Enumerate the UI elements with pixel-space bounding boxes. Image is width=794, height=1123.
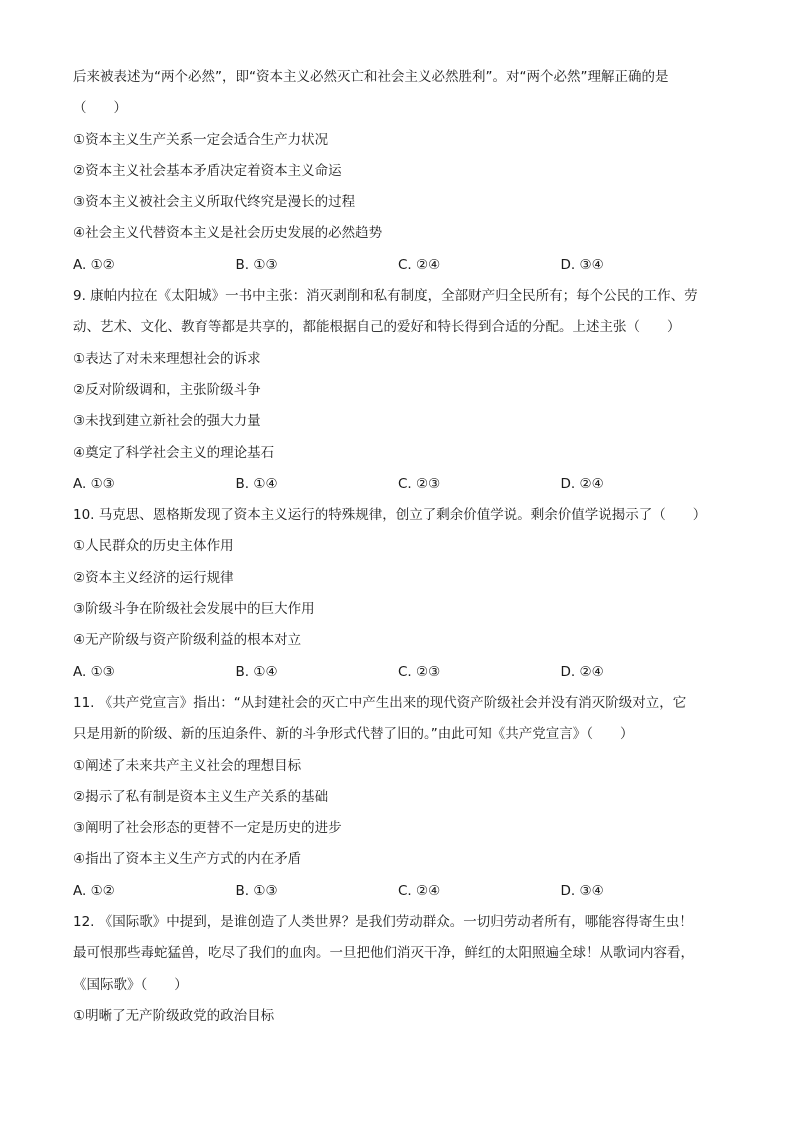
option-a: A. ①③ [73,663,115,680]
statement-item: ②反对阶级调和，主张阶级斗争 [73,381,261,398]
question-9 [73,281,723,500]
question-12 [73,907,723,1032]
statement-item: ③阶级斗争在阶级社会发展中的巨大作用 [73,601,315,618]
option-d: D. ②④ [560,663,604,680]
statement-item: ②揭示了私有制是资本主义生产关系的基础 [73,788,329,805]
statement-item: ③未找到建立新社会的强大力量 [73,413,261,430]
option-b: B. ①③ [235,256,278,273]
question-stem: 9. 康帕内拉在《太阳城》一书中主张：消灭剥削和私有制度，全部财产归全民所有；每个公民的工作、劳 [73,288,698,305]
answer-options [73,657,723,688]
question-stem: （ ） [73,100,127,117]
question-stem: 12. 《国际歌》中提到，是谁创造了人类世界？是我们劳动群众。一切归劳动者所有，哪能容得寄生虫！ [73,914,693,931]
option-a: A. ①③ [73,475,115,492]
statement-item: ①阐述了未来共产主义社会的理想目标 [73,757,302,774]
statement-item: ②资本主义社会基本矛盾决定着资本主义命运 [73,162,342,179]
question-stem: 《国际歌》（ ） [73,976,188,993]
option-b: B. ①④ [235,663,278,680]
statement-item: ①表达了对未来理想社会的诉求 [73,350,261,367]
statement-item: ③阐明了社会形态的更替不一定是历史的进步 [73,820,342,837]
answer-options [73,250,723,281]
option-c: C. ②③ [398,475,441,492]
statement-item: ④社会主义代替资本主义是社会历史发展的必然趋势 [73,225,383,242]
answer-options [73,876,723,907]
question-stem: 动、艺术、文化、教育等都是共享的，都能根据自己的爱好和特长得到合适的分配。上述主张（ ） [73,319,681,336]
option-c: C. ②③ [398,663,441,680]
question-stem: 后来被表述为“两个必然”，即“资本主义必然灭亡和社会主义必然胜利”。对“两个必然”理解正确的是 [73,69,669,85]
question-10 [73,500,723,688]
option-d: D. ③④ [560,256,604,273]
option-a: A. ①② [73,256,115,273]
statement-item: ①明晰了无产阶级政党的政治目标 [73,1007,275,1024]
question-stem: 只是用新的阶级、新的压迫条件、新的斗争形式代替了旧的。”由此可知《共产党宣言》（ ） [73,726,634,743]
option-a: A. ①② [73,882,115,899]
option-c: C. ②④ [398,256,441,273]
statement-item: ②资本主义经济的运行规律 [73,569,234,586]
option-d: D. ②④ [560,475,604,492]
question-stem: 最可恨那些毒蛇猛兽，吃尽了我们的血肉。一旦把他们消灭干净，鲜红的太阳照遍全球！从歌词内容看， [73,945,694,962]
option-b: B. ①④ [235,475,278,492]
question-11 [73,688,723,907]
question-stem: 11. 《共产党宣言》指出：“从封建社会的灭亡中产生出来的现代资产阶级社会并没有消灭阶级对立，它 [73,694,687,711]
statement-item: ④指出了资本主义生产方式的内在矛盾 [73,851,302,868]
question-stem: 10. 马克思、恩格斯发现了资本主义运行的特殊规律，创立了剩余价值学说。剩余价值学说揭示了（ ） [73,507,707,524]
statement-item: ④奠定了科学社会主义的理论基石 [73,444,275,461]
statement-item: ①资本主义生产关系一定会适合生产力状况 [73,131,329,148]
exam-page [73,62,723,1032]
option-d: D. ③④ [560,882,604,899]
statement-item: ①人民群众的历史主体作用 [73,538,234,555]
question-8 [73,62,723,281]
statement-item: ③资本主义被社会主义所取代终究是漫长的过程 [73,194,356,211]
answer-options [73,469,723,500]
option-b: B. ①③ [235,882,278,899]
option-c: C. ②④ [398,882,441,899]
statement-item: ④无产阶级与资产阶级利益的根本对立 [73,632,302,649]
